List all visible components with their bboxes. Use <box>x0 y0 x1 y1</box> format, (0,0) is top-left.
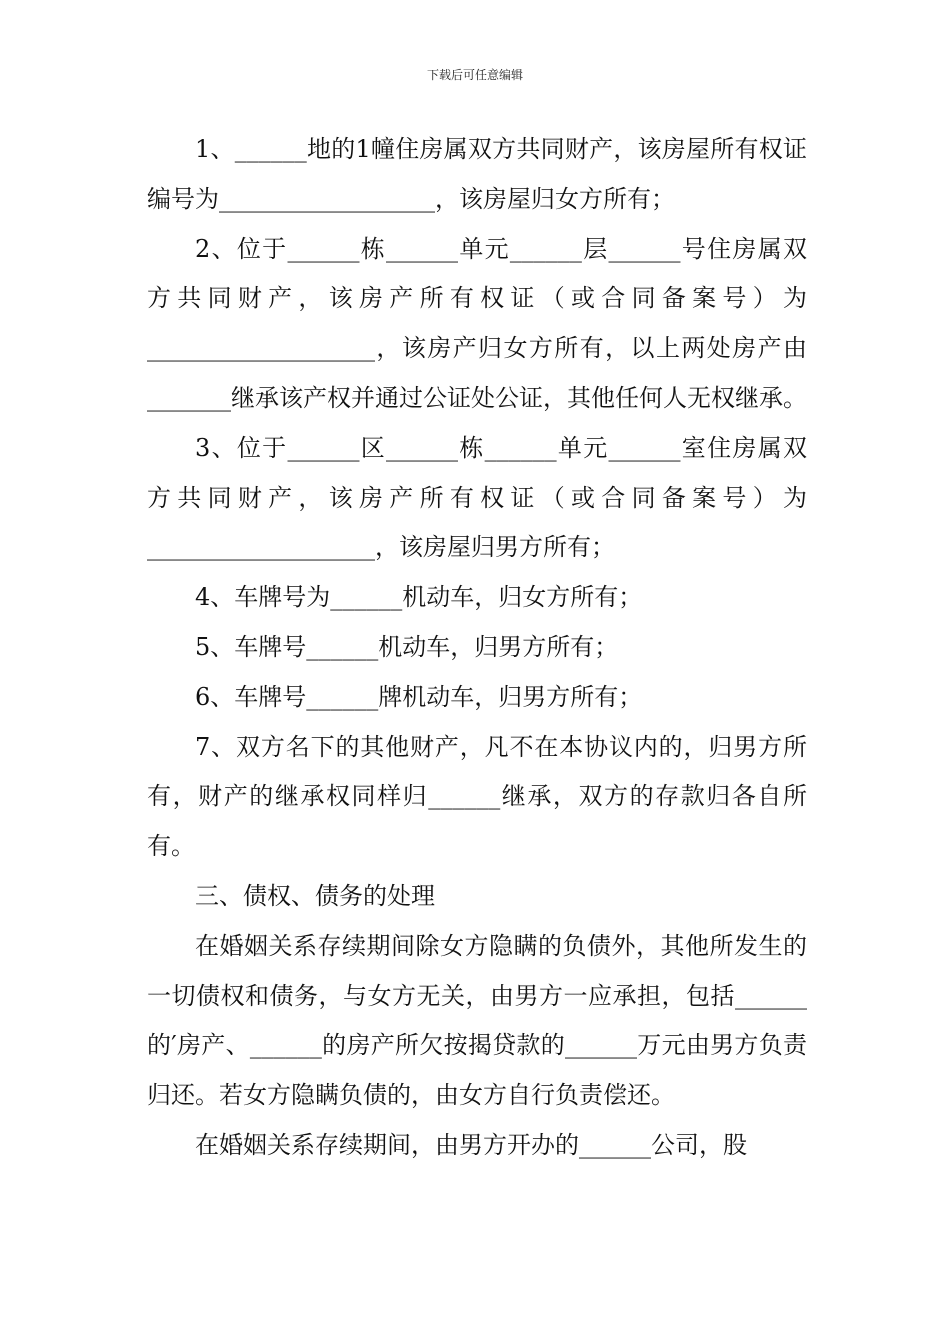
debts-paragraph: 在婚姻关系存续期间除女方隐瞒的负债外，其他所发生的一切债权和债务，与女方无关，由男方一应承担，包括______的′房产、______的房产所欠按揭贷款的______万元由男方负责归还。若女方隐瞒负债的，由女方自行负责偿还。 <box>147 931 807 1110</box>
clause-1: 1、______地的1幢住房属双方共同财产，该房屋所有权证编号为__________________，该房屋归女方所有； <box>147 135 807 213</box>
document-body <box>147 125 807 1171</box>
clause-3: 3、位于______区______栋______单元______室住房属双方共同财产，该房产所有权证（或合同备案号）为___________________，该房屋归男方所有； <box>147 433 807 562</box>
clause-4: 4、车牌号为______机动车，归女方所有； <box>195 583 643 612</box>
clause-6: 6、车牌号______牌机动车，归男方所有； <box>195 682 643 711</box>
page-header: 下载后可任意编辑 <box>426 68 523 82</box>
clause-2: 2、位于______栋______单元______层______号住房属双方共同财产，该房产所有权证（或合同备案号）为___________________，该房产归女方所有，以上两处房产由_______继承该产权并通过公证处公证，其他任何人无权继承。 <box>147 234 807 412</box>
clause-5: 5、车牌号______机动车，归男方所有； <box>195 632 619 661</box>
section-heading-debts: 三、债权、债务的处理 <box>195 881 435 910</box>
clause-7: 7、双方名下的其他财产，凡不在本协议内的，归男方所有，财产的继承权同样归______继承，双方的存款归各自所有。 <box>147 732 807 861</box>
company-paragraph: 在婚姻关系存续期间，由男方开办的______公司，股 <box>195 1130 747 1159</box>
